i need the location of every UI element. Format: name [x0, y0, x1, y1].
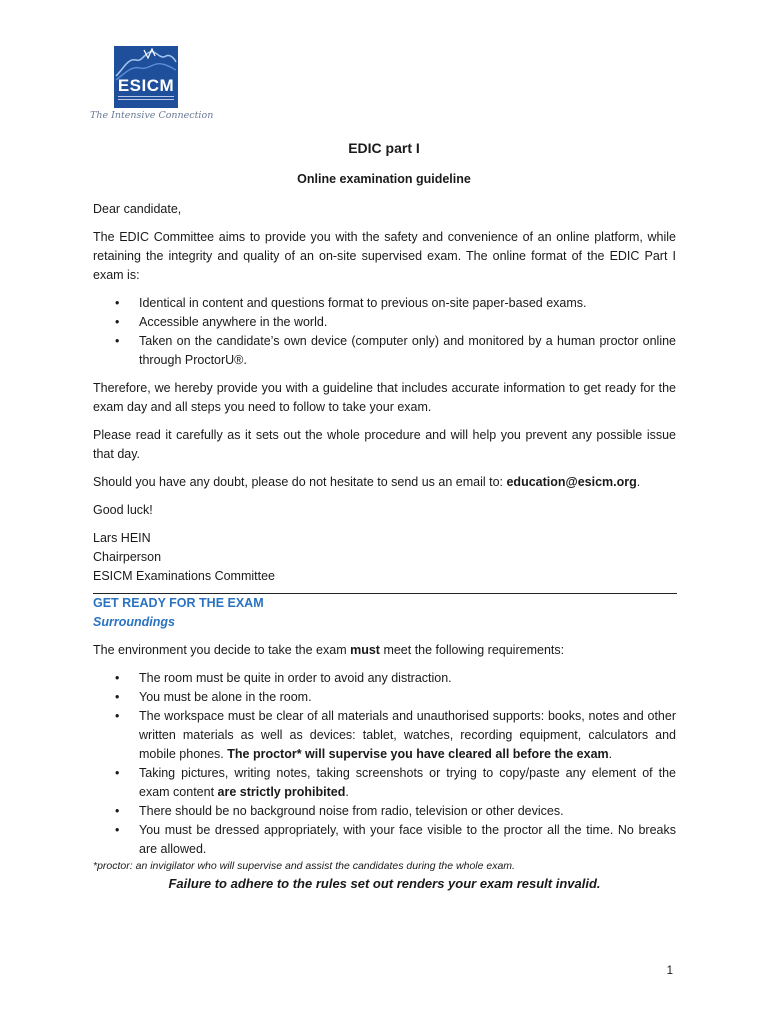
- req-text: The workspace must be clear of all materials and unauthorised supports: books, notes and other written materials as well as devices: tablet, watches, recording equipment, calculators and mobile phones.: [139, 709, 676, 761]
- req-bold: are strictly prohibited: [217, 785, 346, 799]
- read-paragraph: Please read it carefully as it sets out the whole procedure and will help you prevent any possible issue that day.: [93, 428, 676, 461]
- page-number: 1: [666, 965, 673, 977]
- document-title: EDIC part I: [348, 140, 420, 156]
- environment-intro: [93, 641, 676, 660]
- document-subtitle: Online examination guideline: [297, 172, 471, 186]
- good-luck: Good luck!: [93, 503, 153, 517]
- contact-email-link[interactable]: education@esicm.org: [506, 475, 637, 489]
- footnote: *proctor: an invigilator who will supervise and assist the candidates during the whole exam.: [93, 860, 515, 872]
- requirements-list: [93, 669, 676, 859]
- sub-heading: Surroundings: [93, 615, 175, 629]
- warning-statement: Failure to adhere to the rules set out renders your exam result invalid.: [168, 876, 601, 891]
- logo-emblem: [114, 46, 178, 108]
- list-item: • There should be no background noise from radio, television or other devices.: [93, 802, 676, 821]
- list-item: • The room must be quite in order to avoid any distraction.: [93, 669, 676, 688]
- list-item: • You must be alone in the room.: [93, 688, 676, 707]
- env-post: meet the following requirements:: [379, 643, 565, 657]
- section-heading: GET READY FOR THE EXAM: [93, 596, 264, 610]
- list-item: • Identical in content and questions format to previous on-site paper-based exams.: [93, 294, 676, 313]
- logo-brand-text: ESICM: [117, 76, 175, 95]
- list-item: • You must be dressed appropriately, with your face visible to the proctor all the time. No breaks are allowed.: [93, 821, 676, 859]
- req-end: .: [345, 785, 349, 799]
- signature-name: Lars HEIN: [93, 531, 151, 545]
- list-item: • Accessible anywhere in the world.: [93, 313, 676, 332]
- format-list: [93, 294, 676, 370]
- signature-role: Chairperson: [93, 550, 162, 564]
- list-item: • Taken on the candidate’s own device (computer only) and monitored by a human proctor online through ProctorU®.: [93, 332, 676, 370]
- logo-tagline: The Intensive Connection: [90, 110, 214, 121]
- therefore-paragraph: Therefore, we hereby provide you with a guideline that includes accurate information to get ready for the exam day and all steps you need to follow to take your exam.: [93, 381, 676, 414]
- greeting: Dear candidate,: [93, 202, 182, 216]
- list-item: [93, 764, 676, 802]
- doubt-end: .: [636, 475, 641, 489]
- doubt-paragraph: [93, 473, 676, 492]
- req-bold: The proctor* will supervise you have cleared all before the exam: [227, 747, 609, 761]
- env-bold: must: [350, 643, 380, 657]
- signature-org: ESICM Examinations Committee: [93, 569, 276, 583]
- req-end: .: [608, 747, 613, 761]
- logo-small-text-lines: [118, 96, 174, 104]
- document-body: [93, 200, 676, 893]
- intro-paragraph: The EDIC Committee aims to provide you with the safety and convenience of an online platform, while retaining the integrity and quality of an on-site supervised exam. The online format of the EDIC Part I exam is:: [93, 230, 676, 282]
- esicm-logo: [90, 46, 214, 126]
- list-item: [93, 707, 676, 764]
- doubt-text: Should you have any doubt, please do not hesitate to send us an email to:: [93, 475, 507, 489]
- req-text: Taking pictures, writing notes, taking screenshots or trying to copy/paste any element of the exam content: [139, 766, 676, 799]
- env-pre: The environment you decide to take the exam: [93, 643, 351, 657]
